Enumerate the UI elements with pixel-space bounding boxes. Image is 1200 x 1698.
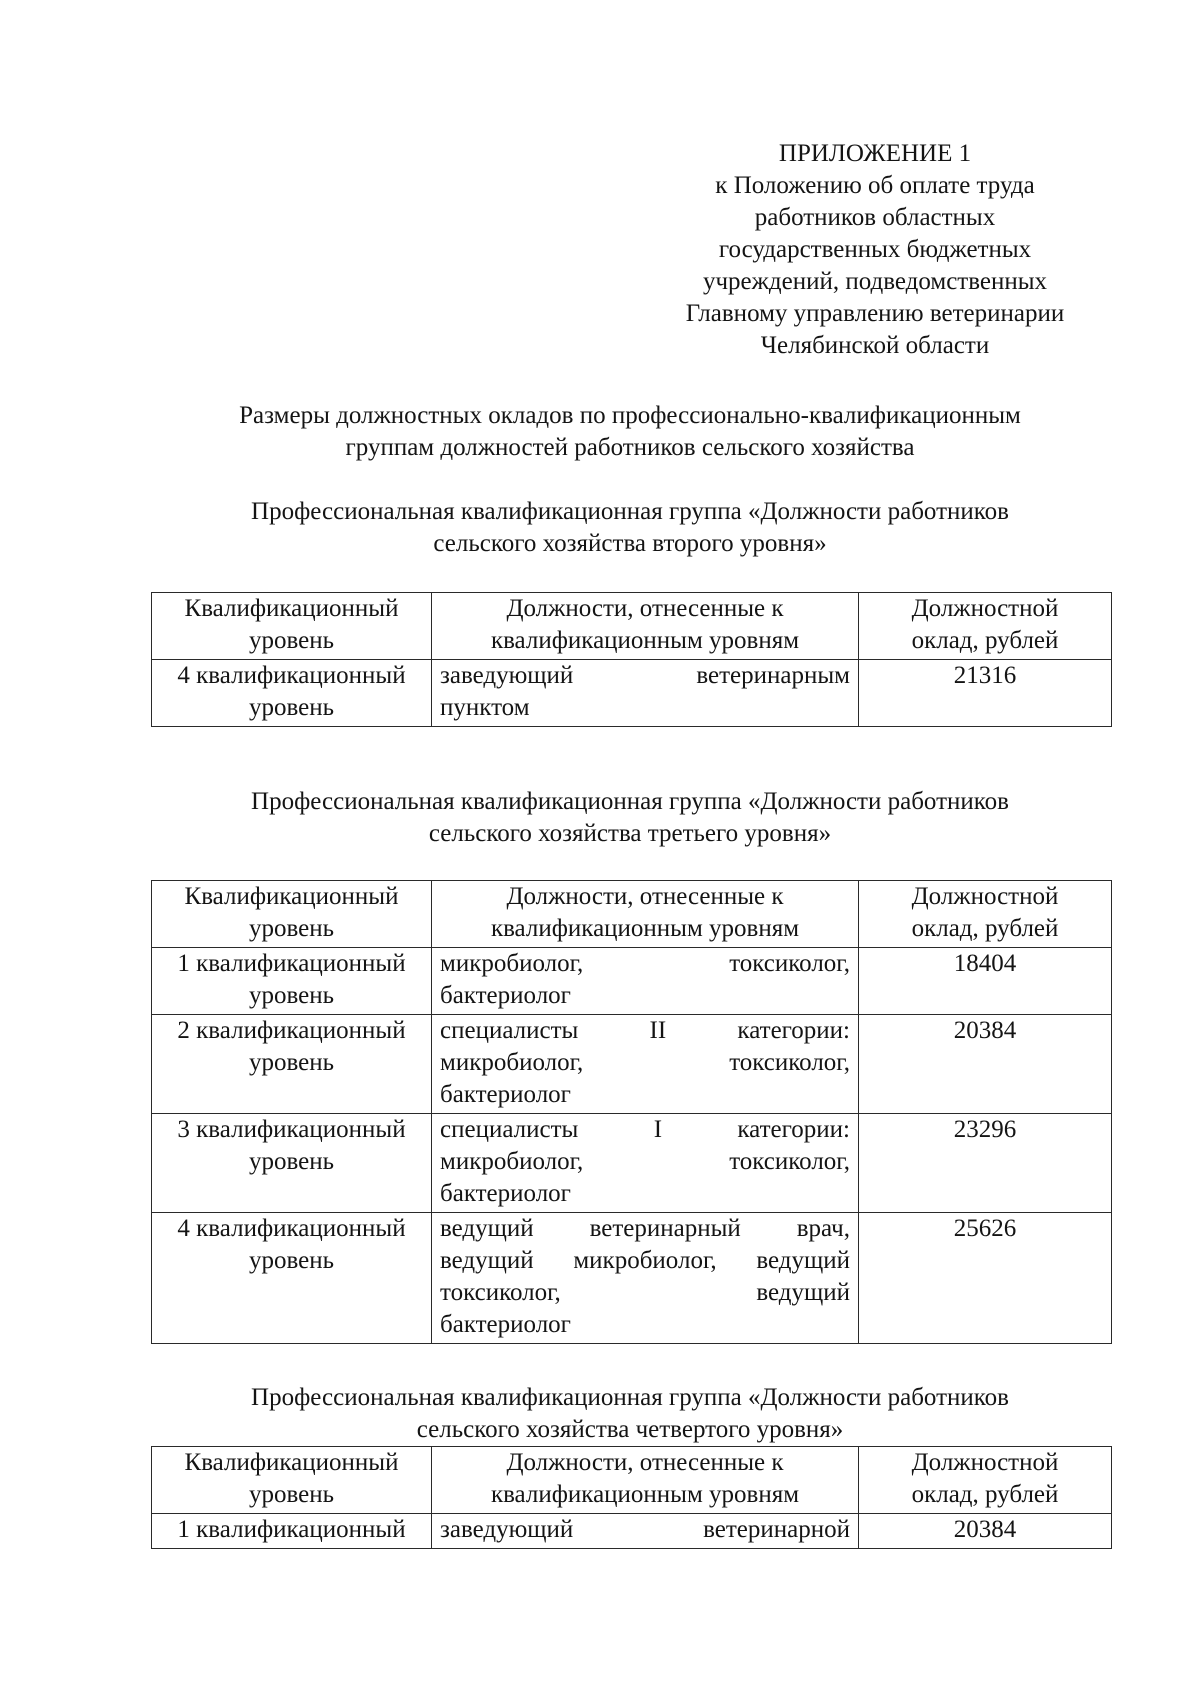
salary-value: 21316 <box>859 660 1112 727</box>
document-title: Размеры должностных окладов по профессионально-квалификационным группам должностей работников сельского хозяйства <box>239 402 1021 461</box>
appendix-line: работников областных <box>754 204 996 231</box>
positions-word: ветеринарным <box>696 662 850 689</box>
header-level-line: Квалификационный <box>184 883 399 910</box>
table-row <box>152 1015 1112 1114</box>
header-salary-line: Должностной <box>911 883 1059 910</box>
positions-word: микробиолог, <box>440 1049 584 1076</box>
header-salary <box>859 593 1112 660</box>
qualification-level-line: 1 квалификационный <box>177 950 406 977</box>
header-salary-line: оклад, рублей <box>911 1481 1059 1508</box>
positions-word: микробиолог, <box>573 1247 717 1274</box>
positions-word: бактериолог <box>440 1311 571 1338</box>
positions-line <box>440 1146 850 1178</box>
group-4-table <box>151 1446 1112 1549</box>
positions-line <box>440 1245 850 1277</box>
qualification-level <box>152 948 432 1015</box>
positions-line <box>440 1178 850 1210</box>
positions-word: заведующий <box>440 662 574 689</box>
positions-line <box>440 1114 850 1146</box>
positions <box>432 948 859 1015</box>
header-level-line: уровень <box>248 1481 335 1508</box>
header-positions-line: Должности, отнесенные к <box>506 1449 784 1476</box>
qualification-level-line: уровень <box>248 694 335 721</box>
group-2-table <box>151 592 1112 727</box>
group-3-table <box>151 880 1112 1344</box>
header-salary-line: Должностной <box>911 1449 1059 1476</box>
qualification-level <box>152 1213 432 1344</box>
salary-value: 20384 <box>859 1514 1112 1549</box>
appendix-title: ПРИЛОЖЕНИЕ 1 <box>778 140 972 167</box>
table-row <box>152 660 1112 727</box>
group-heading-4: Профессиональная квалификационная группа «Должности работников сельского хозяйства четвертого уровня» <box>251 1384 1009 1443</box>
positions-word: врач, <box>796 1215 850 1242</box>
appendix-line: Челябинской области <box>760 332 990 359</box>
positions-line <box>440 1514 850 1546</box>
positions-word: ведущий <box>440 1215 534 1242</box>
positions-word: специалисты <box>440 1116 579 1143</box>
qualification-level-line: 1 квалификационный <box>177 1516 406 1543</box>
salary-value: 18404 <box>859 948 1112 1015</box>
qualification-level <box>152 1114 432 1213</box>
qualification-level-line: уровень <box>248 1049 335 1076</box>
header-salary-line: оклад, рублей <box>911 627 1059 654</box>
header-level-line: уровень <box>248 915 335 942</box>
positions-word: ведущий <box>756 1247 850 1274</box>
positions-line <box>440 948 850 980</box>
header-level-line: Квалификационный <box>184 595 399 622</box>
header-level-line: Квалификационный <box>184 1449 399 1476</box>
appendix-header <box>640 138 1110 362</box>
group-heading-2: Профессиональная квалификационная группа «Должности работников сельского хозяйства второго уровня» <box>251 498 1009 557</box>
qualification-level-line: 4 квалификационный <box>177 662 406 689</box>
qualification-level-line: 2 квалификационный <box>177 1017 406 1044</box>
positions <box>432 1114 859 1213</box>
positions <box>432 1514 859 1549</box>
positions <box>432 1015 859 1114</box>
table-row <box>152 1114 1112 1213</box>
positions-word: токсиколог, <box>729 1049 850 1076</box>
positions <box>432 1213 859 1344</box>
qualification-level-line: 4 квалификационный <box>177 1215 406 1242</box>
positions-word: токсиколог, <box>729 1148 850 1175</box>
positions-word: микробиолог, <box>440 950 584 977</box>
appendix-line: к Положению об оплате труда <box>715 172 1035 199</box>
appendix-line: Главному управлению ветеринарии <box>685 300 1065 327</box>
table-row <box>152 1514 1112 1549</box>
positions-word: ветеринарной <box>703 1516 850 1543</box>
table-row <box>152 1213 1112 1344</box>
positions-word: ведущий <box>440 1247 534 1274</box>
header-level <box>152 881 432 948</box>
positions-word: бактериолог <box>440 1081 571 1108</box>
header-positions-line: Должности, отнесенные к <box>506 883 784 910</box>
salary-value: 23296 <box>859 1114 1112 1213</box>
positions-line <box>440 1309 850 1341</box>
positions-word: токсиколог, <box>440 1279 561 1306</box>
positions-line <box>440 1047 850 1079</box>
positions-line <box>440 1277 850 1309</box>
positions-word: бактериолог <box>440 982 571 1009</box>
group-heading-3: Профессиональная квалификационная группа «Должности работников сельского хозяйства третьего уровня» <box>251 788 1009 847</box>
positions-word: I <box>653 1116 663 1143</box>
table-row <box>152 948 1112 1015</box>
positions-line <box>440 1015 850 1047</box>
positions-word: пунктом <box>440 694 530 721</box>
positions-line <box>440 660 850 692</box>
header-level <box>152 1447 432 1514</box>
qualification-level-line: уровень <box>248 1148 335 1175</box>
positions-word: заведующий <box>440 1516 574 1543</box>
positions-word: специалисты <box>440 1017 579 1044</box>
appendix-line: государственных бюджетных <box>718 236 1032 263</box>
header-salary-line: Должностной <box>911 595 1059 622</box>
positions-word: микробиолог, <box>440 1148 584 1175</box>
salary-value: 20384 <box>859 1015 1112 1114</box>
positions-line <box>440 980 850 1012</box>
positions-line <box>440 1213 850 1245</box>
positions <box>432 660 859 727</box>
header-positions-line: квалификационным уровням <box>490 915 800 942</box>
positions-word: категории: <box>737 1116 850 1143</box>
header-positions <box>432 1447 859 1514</box>
qualification-level <box>152 660 432 727</box>
header-salary <box>859 1447 1112 1514</box>
header-level <box>152 593 432 660</box>
qualification-level-line: уровень <box>248 1247 335 1274</box>
positions-word: категории: <box>737 1017 850 1044</box>
qualification-level-line: 3 квалификационный <box>177 1116 406 1143</box>
qualification-level <box>152 1015 432 1114</box>
salary-value: 25626 <box>859 1213 1112 1344</box>
header-positions <box>432 593 859 660</box>
positions-word: токсиколог, <box>729 950 850 977</box>
header-positions-line: квалификационным уровням <box>490 627 800 654</box>
qualification-level <box>152 1514 432 1549</box>
header-positions <box>432 881 859 948</box>
table-header-row <box>152 1447 1112 1514</box>
appendix-line: учреждений, подведомственных <box>702 268 1048 295</box>
positions-word: ведущий <box>756 1279 850 1306</box>
table-header-row <box>152 881 1112 948</box>
qualification-level-line: уровень <box>248 982 335 1009</box>
header-salary <box>859 881 1112 948</box>
positions-line <box>440 1079 850 1111</box>
positions-line <box>440 692 850 724</box>
positions-word: ветеринарный <box>589 1215 741 1242</box>
header-positions-line: Должности, отнесенные к <box>506 595 784 622</box>
header-salary-line: оклад, рублей <box>911 915 1059 942</box>
positions-word: II <box>649 1017 667 1044</box>
positions-word: бактериолог <box>440 1180 571 1207</box>
header-level-line: уровень <box>248 627 335 654</box>
header-positions-line: квалификационным уровням <box>490 1481 800 1508</box>
table-header-row <box>152 593 1112 660</box>
